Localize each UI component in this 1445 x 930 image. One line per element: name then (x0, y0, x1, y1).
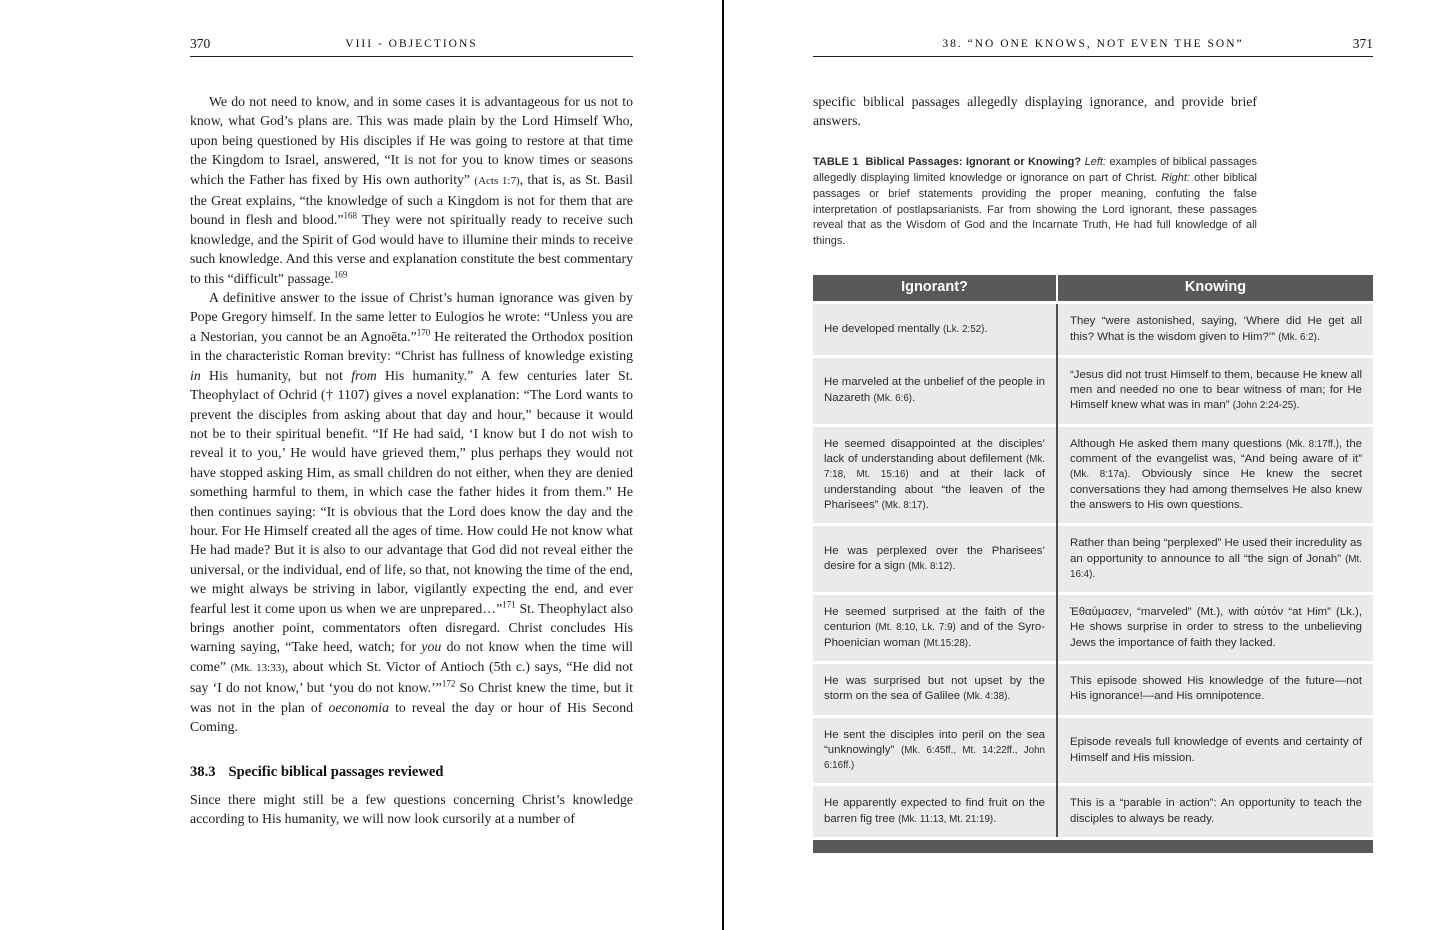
intro-text (813, 92, 1257, 131)
table-cell-ignorant: He marveled at the unbelief of the people in Nazareth (Mk. 6:6). (824, 376, 1045, 404)
section-number: 38.3 (190, 764, 216, 781)
table-cell-ignorant: He sent the disciples into peril on the sea “unknowingly” (Mk. 6:45ff., Mt. 14:22ff., John 6:16ff.) (824, 728, 1045, 772)
section-title: Specific biblical passages reviewed (228, 764, 444, 781)
table-cell-ignorant: He seemed disappointed at the disciples’ lack of understanding about defilement (Mk. 7:18, Mt. 15:16) and at their lack of understanding about “the leaven of the Pharisees” (Mk. 8:17). (824, 437, 1045, 511)
page-number-right: 371 (1352, 36, 1373, 51)
biblical-passages-table (813, 275, 1373, 853)
table-cell-ignorant: He was surprised but not upset by the storm on the sea of Galilee (Mk. 4:38). (824, 675, 1045, 703)
table-row (813, 718, 1373, 784)
paragraph: We do not need to know, and in some cases it is advantageous for us not to know, what God’s plans are. This was made plain by the Lord Himself Who, upon being questioned by His disciples if He was going to restore at that time the Kingdom to Israel, answered, “It is not for you to know times or seasons which the Father has fixed by His own authority” (Acts 1:7), that is, as St. Basil the Great explains, “the knowledge of such a Kingdom is not for them that are bound in flesh and blood.”$^{168}$ They were not spiritually ready to receive such knowledge, and the Spirit of God would have to illumine their minds to receive such knowledge. And this verse and explanation constitute the best commentary to this “difficult” passage.$^{169}$ (190, 94, 633, 286)
table-cell-knowing: “Jesus did not trust Himself to them, because He knew all men and needed no one to bear witness of man; for He Himself knew what was in man” (John 2:24-25). (1070, 368, 1362, 412)
page-left-content (190, 36, 633, 829)
table-header-ignorant: Ignorant? (813, 275, 1056, 301)
table-row (813, 526, 1373, 592)
table-cell-knowing: Episode reveals full knowledge of events and certainty of Himself and His mission. (1070, 736, 1362, 764)
page-left (0, 0, 722, 930)
paragraph: Since there might still be a few questions concerning Christ’s knowledge according to His humanity, we will now look cursorily at a number of (190, 791, 633, 827)
table-cell-ignorant: He apparently expected to find fruit on the barren fig tree (Mk. 11:13, Mt. 21:19). (824, 797, 1045, 825)
table-header-row (813, 275, 1373, 301)
page-right (724, 0, 1445, 930)
body-text-left (190, 92, 633, 829)
section-heading (190, 763, 633, 782)
running-title-right: 38. “NO ONE KNOWS, NOT EVEN THE SON” (942, 38, 1244, 50)
table-cell-knowing: They “were astonished, saying, ‘Where did He get all this? What is the wisdom given to Him?’” (Mk. 6:2). (1070, 315, 1362, 343)
running-header-right (813, 36, 1373, 57)
table-row (813, 358, 1373, 424)
page-number-left: 370 (190, 36, 211, 51)
table-cell-ignorant: He developed mentally (Lk. 2:52). (824, 322, 988, 335)
table-cell-ignorant: He seemed surprised at the faith of the centurion (Mt. 8:10, Lk. 7:9) and of the Syro-Phoenician woman (Mt.15:28). (824, 606, 1045, 649)
table-cell-knowing: Rather than being “perplexed” He used their incredulity as an opportunity to announce to all “the sign of Jonah” (Mt. 16:4). (1070, 537, 1362, 580)
table-cell-knowing: Ἐθαύμασεν, “marveled” (Mt.), with αὐτόν “at Him” (Lk.), He shows surprise in order to stress to the unbelieving Jews the importance of faith they lacked. (1070, 606, 1362, 649)
table-caption: TABLE 1 Biblical Passages: Ignorant or Knowing? Left: examples of biblical passages allegedly displaying limited knowledge or ignorance on part of Christ. Right: other biblical passages or brief statements providing the proper meaning, confuting the false interpretation of postlapsarianists. Far from showing the Lord ignorant, these passages reveal that as the Wisdom of God and the Incarnate Truth, He had full knowledge of all things. (813, 155, 1257, 248)
table-row (813, 786, 1373, 837)
paragraph: A definitive answer to the issue of Christ’s human ignorance was given by Pope Gregory himself. In the same letter to Eulogios he wrote: “Unless you are a Nestorian, you cannot be an Agnoēta.”$^{170}$ He reiterated the Orthodox position in the characteristic Roman brevity: “Christ has fullness of knowledge existing in His humanity, but not from His humanity.” A few centuries later St. Theophylact of Ochrid († 1107) gives a novel explanation: “The Lord wants to prevent the disciples from asking about that day and hour,” because it would not be to their spiritual benefit. “If He had said, ‘I know but I do not wish to reveal it to you,’ He would have grieved them,” plus perhaps they would not have stopped asking Him, as small children do not either, when they are denied something harmful to them, in which case the father hides it from them.” He then continues saying: “It is obvious that the Lord does know the day and the hour. For He Himself created all the ages of time. How could He not know what He had made? But it is also to our advantage that God did not reveal either the universal, or the individual, end of life, so that, not knowing the time of the end, we might always be striving in labor, vigilantly expecting the end, and ever fearful lest it come upon us when we are unprepared…”$^{171}$ St. Theophylact also brings another point, commentators often disregard. Christ concludes His warning saying, “Take heed, watch; for you do not know when the time will come” (Mk. 13:33), about which St. Victor of Antioch (5th c.) says, “He did not say ‘I do not know,’ but ‘you do not know.’”$^{172}$ So Christ knew the time, but it was not in the plan of oeconomia to reveal the day or hour of His Second Coming. (190, 290, 633, 734)
table-row (813, 304, 1373, 355)
page-right-content (813, 36, 1373, 853)
running-title-left: VIII - OBJECTIONS (345, 38, 478, 50)
table-body (813, 304, 1373, 837)
table-header-knowing: Knowing (1058, 275, 1373, 301)
table-cell-knowing: Although He asked them many questions (Mk. 8:17ff.), the comment of the evangelist was, “And being aware of it” (Mk. 8:17a). Obviously since He knew the secret conversations they had among themselves He also knew the answers to His own questions. (1070, 437, 1362, 511)
table-cell-knowing: This episode showed His knowledge of the future—not His ignorance!—and His omnipotence. (1070, 675, 1362, 703)
table-column-divider (1056, 304, 1058, 837)
table-cell-ignorant: He was perplexed over the Pharisees’ desire for a sign (Mk. 8:12). (824, 544, 1045, 573)
table-row (813, 427, 1373, 523)
running-header-left (190, 36, 633, 57)
table-row (813, 664, 1373, 715)
table-footer-bar (813, 840, 1373, 853)
table-cell-knowing: This is a “parable in action”: An opportunity to teach the disciples to always be ready. (1070, 797, 1362, 825)
table-row (813, 595, 1373, 661)
paragraph: specific biblical passages allegedly displaying ignorance, and provide brief answers. (813, 94, 1257, 129)
